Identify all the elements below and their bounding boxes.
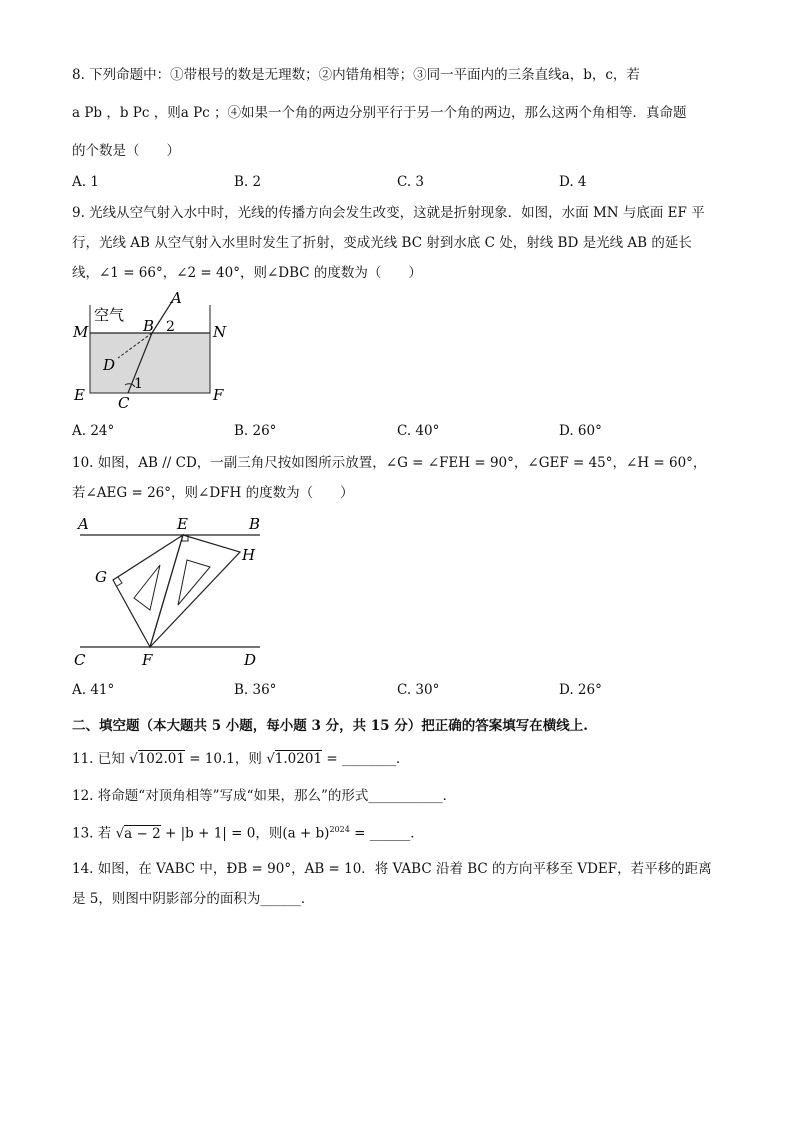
label-d: D [103, 356, 116, 374]
q13-radicand: a − 2 [124, 825, 161, 842]
label-a: A [78, 515, 89, 533]
q10-line-1: 10. 如图，AB // CD，一副三角尺按如图所示放置，∠G = ∠FEH = 90°，∠GEF = 45°，∠H = 60°， [72, 455, 707, 471]
q9-option-b: B. 26° [234, 423, 277, 439]
section-2-heading: 二、填空题（本大题共 5 小题，每小题 3 分，共 15 分）把正确的答案填写在横线上. [72, 718, 588, 734]
right-angle-g [117, 577, 122, 586]
q13-suffix: = ______． [354, 825, 424, 842]
label-f: F [142, 651, 153, 669]
q10-option-d: D. 26° [559, 682, 602, 698]
label-c: C [74, 651, 86, 669]
q11-mid: = 10.1，则 [189, 751, 262, 767]
triangle-efh-hole [178, 560, 210, 605]
q8-option-d: D. 4 [559, 174, 587, 190]
label-c: C [118, 394, 130, 412]
q13-exponent: 2024 [329, 825, 350, 834]
q9-option-c: C. 40° [397, 423, 440, 439]
sqrt-sign-icon: √ [266, 751, 275, 767]
label-d: D [244, 651, 257, 669]
q8-option-b: B. 2 [234, 174, 262, 190]
sqrt-sign-icon: √ [129, 751, 138, 767]
q8-option-a: A. 1 [72, 174, 99, 190]
q9-option-a: A. 24° [72, 423, 115, 439]
label-a: A [171, 290, 182, 307]
label-g: G [95, 568, 107, 586]
q10-triangles-figure [70, 510, 270, 670]
label-b: B [143, 317, 155, 335]
label-n: N [213, 323, 227, 341]
triangle-egf-hole [134, 565, 160, 610]
sqrt-sign-icon: √ [115, 825, 125, 842]
label-f: F [213, 386, 224, 404]
q8-line-2: a Pb ，b Pc ，则a Pc ；④如果一个角的两边分别平行于另一个角的两边，那么这两个角相等．真命题 [72, 105, 687, 121]
q10-option-a: A. 41° [72, 682, 115, 698]
q9-line-1: 9. 光线从空气射入水中时，光线的传播方向会发生改变，这就是折射现象．如图，水面 MN 与底面 EF 平 [72, 205, 705, 221]
label-e: E [177, 515, 188, 533]
label-e: E [74, 386, 85, 404]
q10-option-c: C. 30° [397, 682, 440, 698]
q13-line [72, 821, 424, 843]
q8-line-1: 8. 下列命题中：①带根号的数是无理数；②内错角相等；③同一平面内的三条直线a，b，c，若 [72, 67, 640, 83]
q14-line-1: 14. 如图，在 VABC 中，ÐB = 90°，AB = 10．将 VABC 沿着 BC 的方向平移至 VDEF，若平移的距离 [72, 861, 712, 877]
q8-option-c: C. 3 [397, 174, 425, 190]
label-angle-1: 1 [134, 376, 143, 392]
q11-prefix: 11. 已知 [72, 751, 125, 767]
q10-line-2: 若∠AEG = 26°，则∠DFH 的度数为（ ） [72, 485, 354, 501]
q11-radicand-2: 1.0201 [274, 751, 323, 767]
q13-prefix: 13. 若 [72, 825, 112, 842]
label-angle-2: 2 [166, 319, 175, 335]
q11-suffix: = ________． [326, 751, 410, 767]
label-h: H [242, 546, 256, 564]
q12-line: 12. 将命题“对顶角相等”写成“如果，那么”的形式___________． [72, 788, 457, 804]
triangle-efh [150, 535, 240, 647]
q13-mid: + |b + 1| = 0，则(a + b) [165, 825, 330, 842]
q9-refraction-figure [68, 290, 238, 415]
label-b: B [249, 515, 261, 533]
q11-line [72, 750, 409, 768]
q9-option-d: D. 60° [559, 423, 602, 439]
q10-option-b: B. 36° [234, 682, 277, 698]
label-air: 空气 [94, 306, 125, 324]
q11-radicand-1: 102.01 [137, 751, 185, 767]
q9-line-3: 线，∠1 = 66°，∠2 = 40°，则∠DBC 的度数为（ ） [72, 265, 422, 281]
q8-line-3: 的个数是（ ） [72, 143, 180, 159]
label-m: M [73, 323, 89, 341]
triangle-egf [113, 535, 183, 647]
q9-line-2: 行，光线 AB 从空气射入水里时发生了折射，变成光线 BC 射到水底 C 处，射线 BD 是光线 AB 的延长 [72, 235, 692, 251]
q14-line-2: 是 5，则图中阴影部分的面积为______． [72, 891, 315, 907]
